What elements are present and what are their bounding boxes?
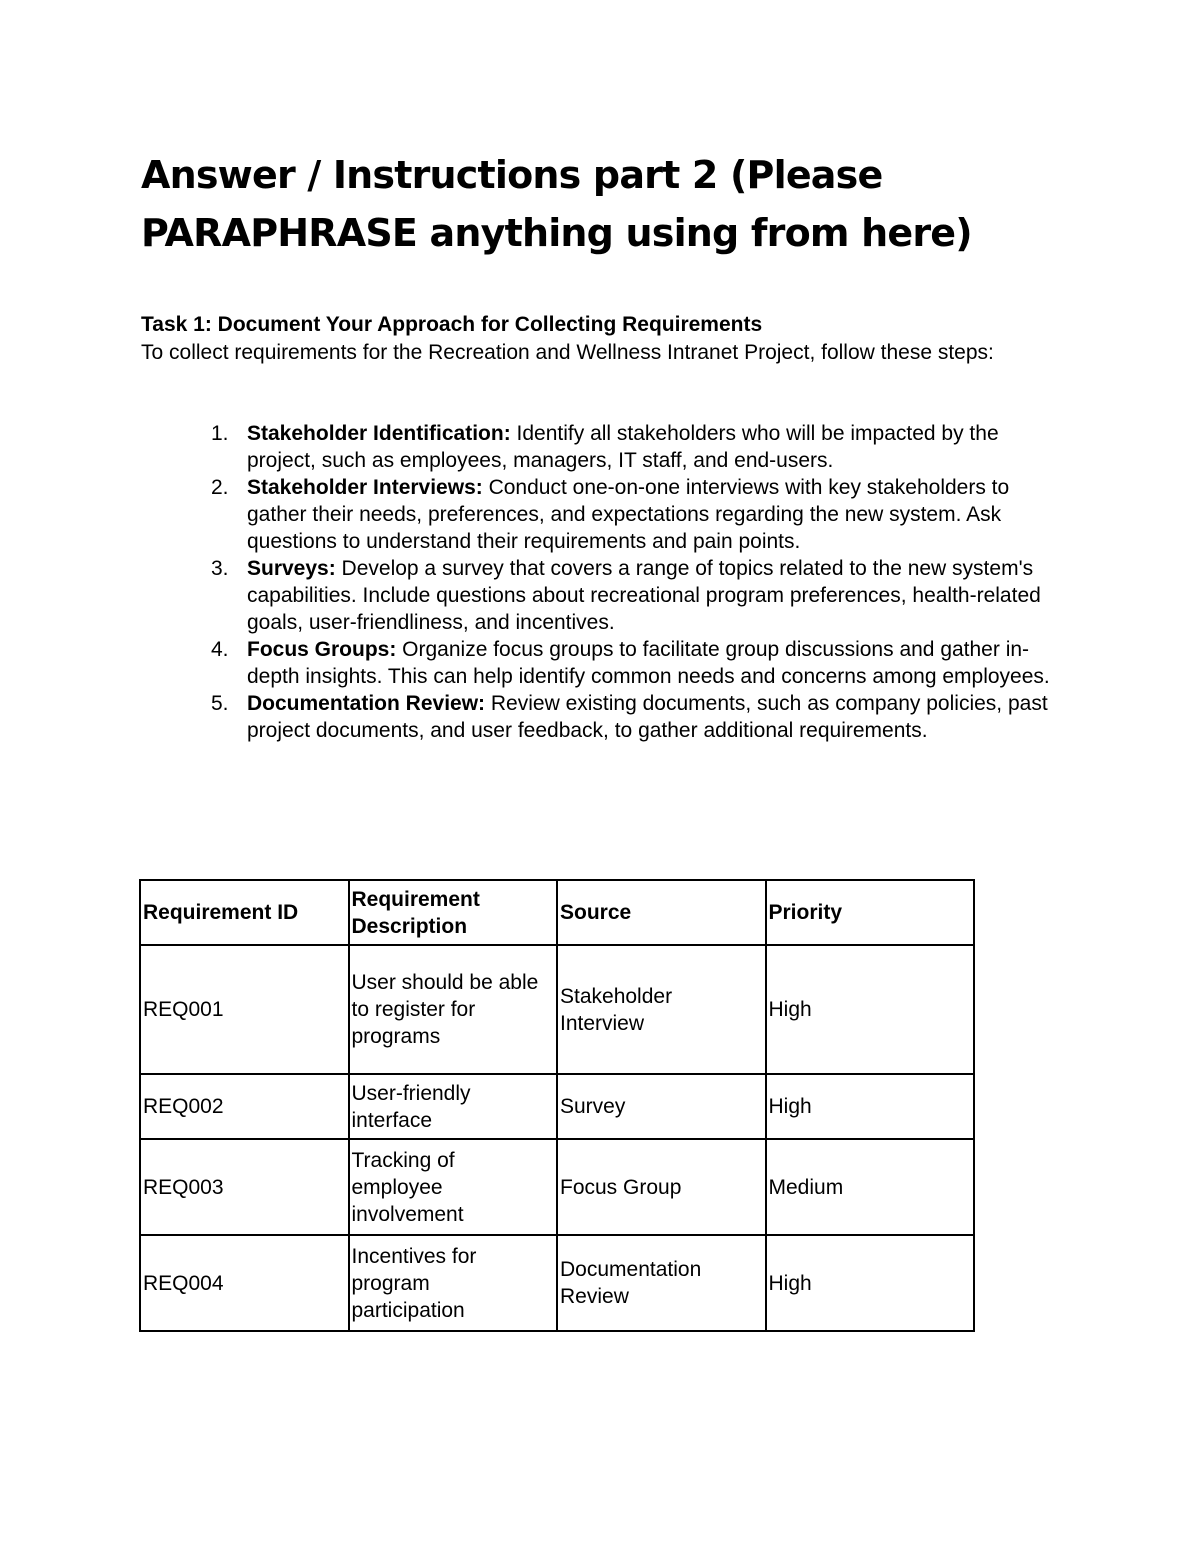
list-item	[211, 420, 1057, 474]
header-requirement-description: Requirement Description	[349, 880, 558, 945]
cell-source: Stakeholder Interview	[557, 945, 766, 1074]
cell-requirement-id: REQ002	[140, 1074, 349, 1139]
list-number: 1.	[211, 422, 229, 445]
header-source: Source	[557, 880, 766, 945]
header-priority: Priority	[766, 880, 975, 945]
cell-priority: High	[766, 1235, 975, 1331]
list-item	[211, 690, 1057, 744]
cell-requirement-id: REQ004	[140, 1235, 349, 1331]
step-lead: Stakeholder Identification:	[247, 422, 511, 445]
step-text: Develop a survey that covers a range of topics related to the new system's capabilities. Include questions about recreational program preferences, health-related goals, user-friendliness, and incentives.	[247, 557, 1041, 634]
step-lead: Focus Groups:	[247, 638, 397, 661]
cell-requirement-description: User should be able to register for programs	[349, 945, 558, 1074]
cell-source: Focus Group	[557, 1139, 766, 1235]
list-number: 5.	[211, 692, 229, 715]
step-lead: Documentation Review:	[247, 692, 486, 715]
steps-list	[211, 420, 1057, 744]
cell-requirement-description: User-friendly interface	[349, 1074, 558, 1139]
requirements-table	[139, 879, 975, 1332]
table-row	[140, 945, 974, 1074]
step-lead: Stakeholder Interviews:	[247, 476, 483, 499]
table-row	[140, 1074, 974, 1139]
list-number: 3.	[211, 557, 229, 580]
list-item	[211, 555, 1057, 636]
header-requirement-id: Requirement ID	[140, 880, 349, 945]
step-lead: Surveys:	[247, 557, 336, 580]
step-text: Organize focus groups to facilitate group discussions and gather in-depth insights. This can help identify common needs and concerns among employees.	[247, 638, 1050, 688]
list-number: 4.	[211, 638, 229, 661]
step-text: Review existing documents, such as company policies, past project documents, and user feedback, to gather additional requirements.	[247, 692, 1048, 742]
cell-priority: High	[766, 1074, 975, 1139]
cell-priority: High	[766, 945, 975, 1074]
task-heading: Task 1: Document Your Approach for Collecting Requirements	[141, 313, 763, 336]
cell-requirement-description: Tracking of employee involvement	[349, 1139, 558, 1235]
cell-requirement-id: REQ001	[140, 945, 349, 1074]
table-header-row	[140, 880, 974, 945]
list-number: 2.	[211, 476, 229, 499]
step-text: Identify all stakeholders who will be impacted by the project, such as employees, managers, IT staff, and end-users.	[247, 422, 999, 472]
list-item	[211, 474, 1057, 555]
cell-requirement-description: Incentives for program participation	[349, 1235, 558, 1331]
table-row	[140, 1235, 974, 1331]
intro-paragraph: To collect requirements for the Recreation and Wellness Intranet Project, follow these steps:	[141, 341, 994, 364]
cell-source: Survey	[557, 1074, 766, 1139]
page-title: Answer / Instructions part 2 (Please PARAPHRASE anything using from here)	[141, 153, 972, 255]
step-text: Conduct one-on-one interviews with key stakeholders to gather their needs, preferences, and expectations regarding the new system. Ask questions to understand their requirements and pain points.	[247, 476, 1010, 553]
list-item	[211, 636, 1057, 690]
cell-priority: Medium	[766, 1139, 975, 1235]
cell-requirement-id: REQ003	[140, 1139, 349, 1235]
table-row	[140, 1139, 974, 1235]
cell-source: Documentation Review	[557, 1235, 766, 1331]
